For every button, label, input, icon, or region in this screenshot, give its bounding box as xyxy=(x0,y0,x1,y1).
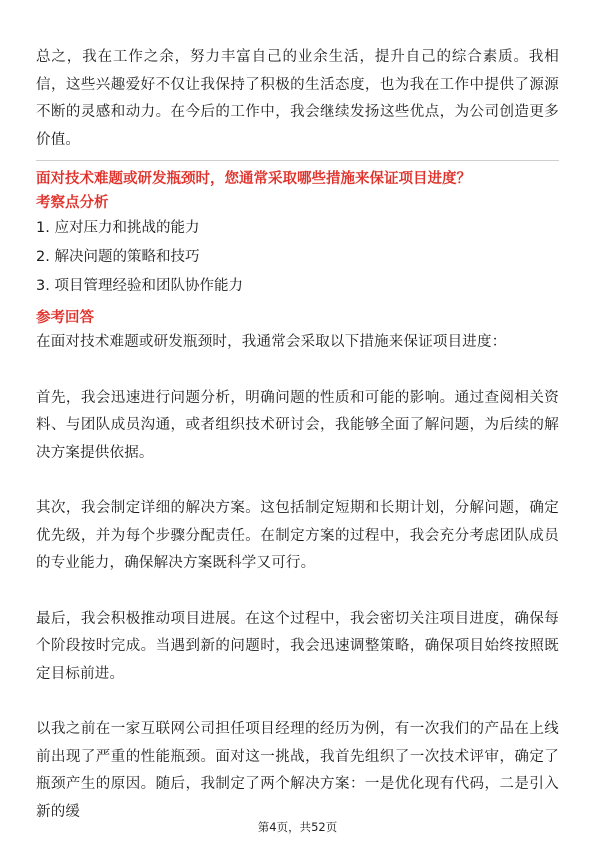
analysis-item: 2. 解决问题的策略和技巧 xyxy=(36,249,200,265)
analysis-title: 考察点分析 xyxy=(36,195,109,211)
analysis-item: 3. 项目管理经验和团队协作能力 xyxy=(36,278,243,294)
answer-lead: 在面对技术难题或研发瓶颈时，我通常会采取以下措施来保证项目进度： xyxy=(36,334,507,350)
question-heading: 面对技术难题或研发瓶颈时，您通常采取哪些措施来保证项目进度？ xyxy=(36,171,471,187)
analysis-item: 1. 应对压力和挑战的能力 xyxy=(36,220,200,236)
answer-paragraph: 以我之前在一家互联网公司担任项目经理的经历为例，有一次我们的产品在上线前出现了严重的性能瓶颈。面对这一挑战，我首先组织了一次技术评审，确定了瓶颈产生的原因。随后，我制定了两个解决方案：一是优化现有代码，二是引入新的缓 xyxy=(36,721,559,820)
answer-title: 参考回答 xyxy=(36,310,94,326)
intro-paragraph: 总之，我在工作之余，努力丰富自己的业余生活，提升自己的综合素质。我相信，这些兴趣爱好不仅让我保持了积极的生活态度，也为我在工作中提供了源源不断的灵感和动力。在今后的工作中，我会继续发扬这些优点，为公司创造更多价值。 xyxy=(36,49,559,148)
answer-paragraph: 最后，我会积极推动项目进展。在这个过程中，我会密切关注项目进度，确保每个阶段按时完成。当遇到新的问题时，我会迅速调整策略，确保项目始终按照既定目标前进。 xyxy=(36,610,559,682)
answer-paragraph: 其次，我会制定详细的解决方案。这包括制定短期和长期计划，分解问题，确定优先级，并为每个步骤分配责任。在制定方案的过程中，我会充分考虑团队成员的专业能力，确保解决方案既科学又可行。 xyxy=(36,500,559,571)
page-footer: 第4页，共52页 xyxy=(257,820,338,834)
document-page xyxy=(36,44,559,826)
section-divider xyxy=(36,160,559,161)
answer-paragraph: 首先，我会迅速进行问题分析，明确问题的性质和可能的影响。通过查阅相关资料、与团队成员沟通，或者组织技术研讨会，我能够全面了解问题，为后续的解决方案提供依据。 xyxy=(36,389,559,461)
